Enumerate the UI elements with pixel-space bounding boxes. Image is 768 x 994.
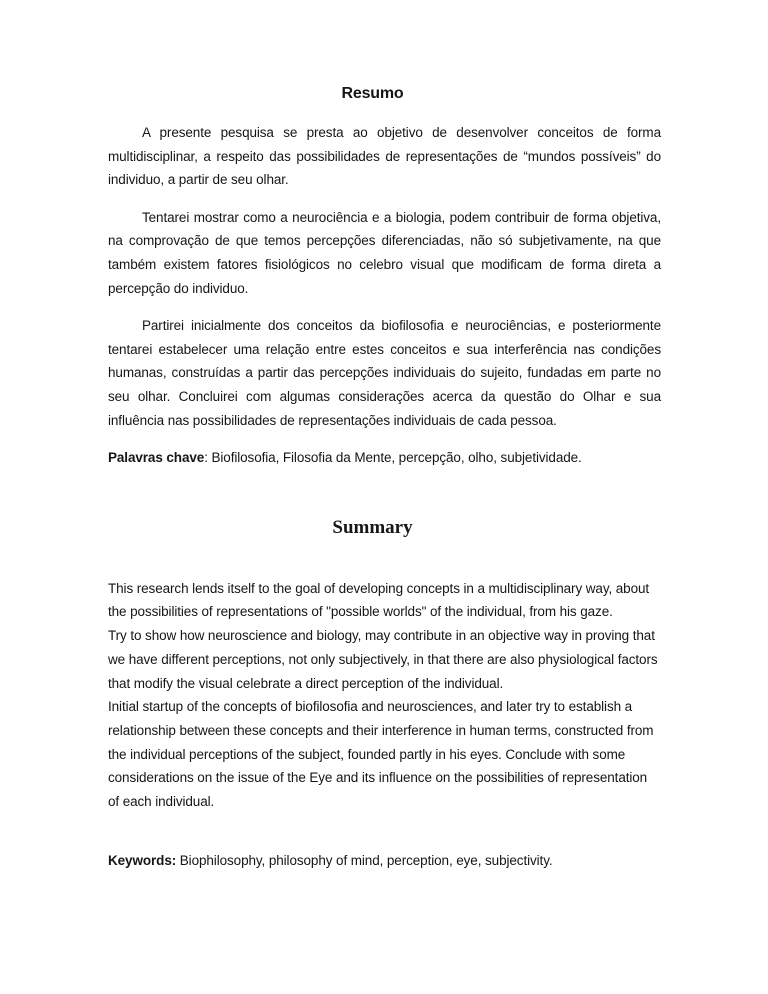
- palavras-chave-text: : Biofilosofia, Filosofia da Mente, percepção, olho, subjetividade.: [204, 450, 582, 466]
- keywords-label: Keywords:: [108, 852, 177, 868]
- summary-paragraph-1: This research lends itself to the goal of developing concepts in a multidisciplinary way, about the possibilities of representations of "possible worlds" of the individual, from his gaze.: [108, 580, 650, 620]
- keywords-text: Biophilosophy, philosophy of mind, perception, eye, subjectivity.: [176, 852, 553, 868]
- palavras-chave-line: [108, 446, 661, 470]
- keywords-line: [108, 849, 661, 873]
- resumo-paragraph-3: Partirei inicialmente dos conceitos da biofilosofia e neurociências, e posteriormente tentarei estabelecer uma relação entre estes conceitos e sua interferência nas condições humanas, construídas a partir das percepções individuais do sujeito, fundadas em parte no seu olhar. Concluirei com algumas considerações acerca da questão do Olhar e sua influência nas possibilidades de representações individuais de cada pessoa.: [108, 318, 661, 428]
- palavras-chave-label: Palavras chave: [108, 450, 205, 466]
- summary-heading: Summary: [332, 516, 413, 538]
- summary-paragraph-2: Try to show how neuroscience and biology, may contribute in an objective way in proving that we have different perceptions, not only subjectively, in that there are also physiological factors that modify the visual celebrate a direct perception of the individual.: [108, 628, 658, 691]
- document-content: [108, 0, 661, 872]
- resumo-heading: Resumo: [341, 85, 404, 102]
- resumo-paragraph-1: A presente pesquisa se presta ao objetivo de desenvolver conceitos de forma multidisciplinar, a respeito das possibilidades de representações de “mundos possíveis” do individuo, a partir de seu olhar.: [108, 125, 661, 188]
- summary-paragraph-3: Initial startup of the concepts of biofilosofia and neurosciences, and later try to establish a relationship between these concepts and their interference in human terms, constructed from the individual perceptions of the subject, founded partly in his eyes. Conclude with some considerations on the issue of the Eye and its influence on the possibilities of representation of each individual.: [108, 699, 654, 810]
- resumo-paragraph-2: Tentarei mostrar como a neurociência e a biologia, podem contribuir de forma objetiva, na comprovação de que temos percepções diferenciadas, não só subjetivamente, na que também existem fatores fisiológicos no celebro visual que modificam de forma direta a percepção do individuo.: [108, 209, 661, 296]
